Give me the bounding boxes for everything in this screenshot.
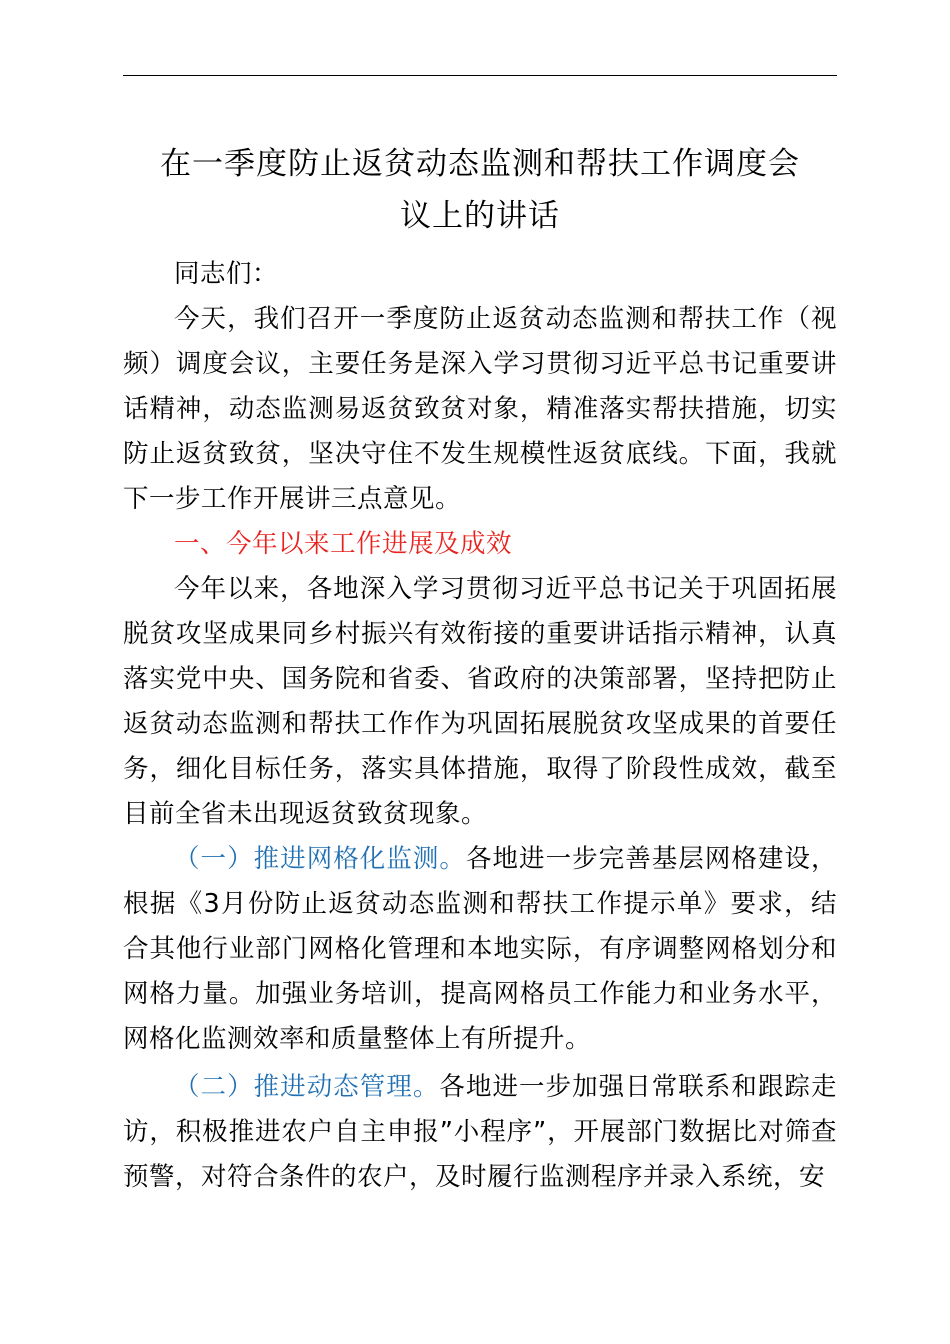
subsection-1-body: 各地进一步完善基层网格建设，根据《3月份防止返贫动态监测和帮扶工作提示单》要求，结合其他行业部门网格化管理和本地实际，有序调整网格划分和网格力量。加强业务培训，提高网格员工作能力和业务水平，网格化监测效率和质量整体上有所提升。 xyxy=(123,844,837,1054)
subsection-2-paragraph xyxy=(123,1065,837,1200)
intro-paragraph: 今天，我们召开一季度防止返贫动态监测和帮扶工作（视频）调度会议，主要任务是深入学习贯彻习近平总书记重要讲话精神，动态监测易返贫致贫对象，精准落实帮扶措施，切实防止返贫致贫，坚决守住不发生规模性返贫底线。下面，我就下一步工作开展讲三点意见。 xyxy=(123,304,837,514)
subsection-2-heading: （二）推进动态管理。 xyxy=(174,1072,440,1102)
title-line-2: 议上的讲话 xyxy=(400,198,560,234)
subsection-1-heading: （一）推进网格化监测。 xyxy=(174,844,466,874)
section-1-paragraph: 今年以来，各地深入学习贯彻习近平总书记关于巩固拓展脱贫攻坚成果同乡村振兴有效衔接的重要讲话指示精神，认真落实党中央、国务院和省委、省政府的决策部署，坚持把防止返贫动态监测和帮扶工作作为巩固拓展脱贫攻坚成果的首要任务，细化目标任务，落实具体措施，取得了阶段性成效，截至目前全省未出现返贫致贫现象。 xyxy=(123,574,837,829)
subsection-1-paragraph xyxy=(123,837,837,1062)
title-line-1: 在一季度防止返贫动态监测和帮扶工作调度会 xyxy=(160,146,800,182)
subsection-2-body: 各地进一步加强日常联系和跟踪走访，积极推进农户自主申报”小程序”，开展部门数据比对筛查预警，对符合条件的农户，及时履行监测程序并录入系统，安 xyxy=(123,1072,837,1192)
section-1-heading: 一、今年以来工作进展及成效 xyxy=(174,529,513,559)
header-rule xyxy=(123,75,837,76)
document-title xyxy=(123,138,837,242)
salutation: 同志们： xyxy=(174,259,279,289)
document-body xyxy=(123,138,837,1200)
